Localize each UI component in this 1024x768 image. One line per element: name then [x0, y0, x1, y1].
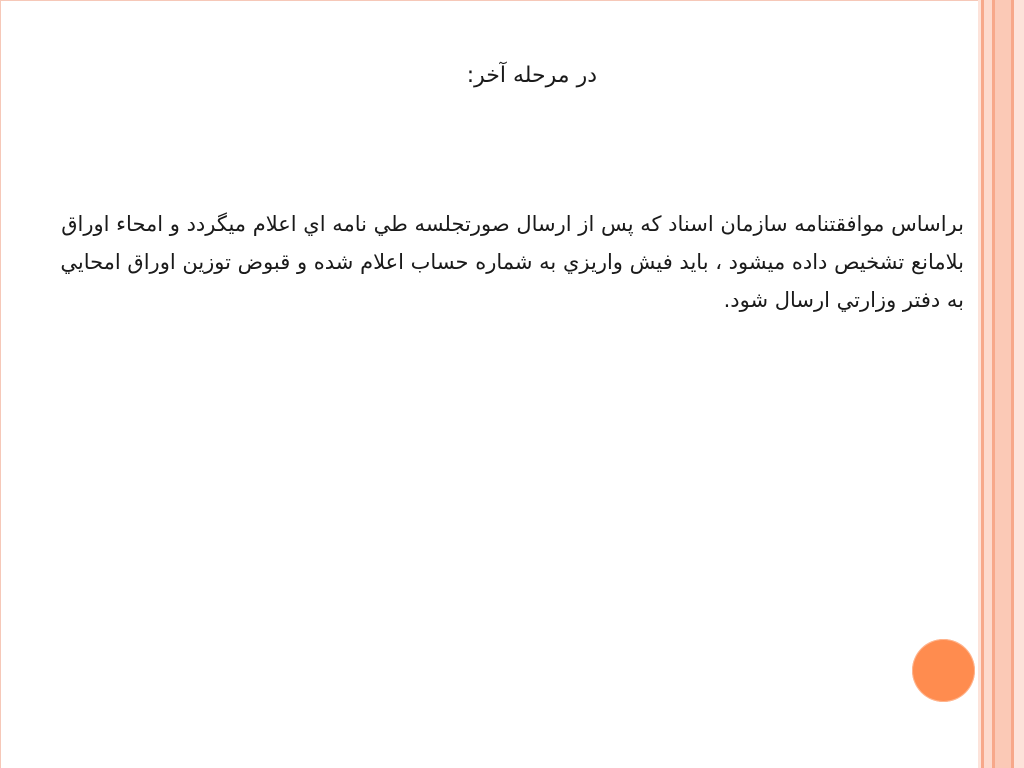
decorative-circle-icon [912, 639, 975, 702]
decorative-stripe [995, 0, 1011, 768]
slide-body-text: براساس موافقتنامه سازمان اسناد كه پس از ارسال صورتجلسه طي نامه اي اعلام ميگردد و امحاء اوراق بلامانع تشخيص داده ميشود ، بايد فيش واريزي به شماره حساب اعلام شده و قبوض توزين اوراق امحايي به دفتر وزارتي ارسال شود. [60, 212, 964, 312]
decorative-stripe [984, 0, 992, 768]
frame-border-left [0, 0, 1, 768]
decorative-stripe [1014, 0, 1024, 768]
slide-title: در مرحله آخر: [466, 63, 597, 88]
frame-border-top [0, 0, 1000, 1]
